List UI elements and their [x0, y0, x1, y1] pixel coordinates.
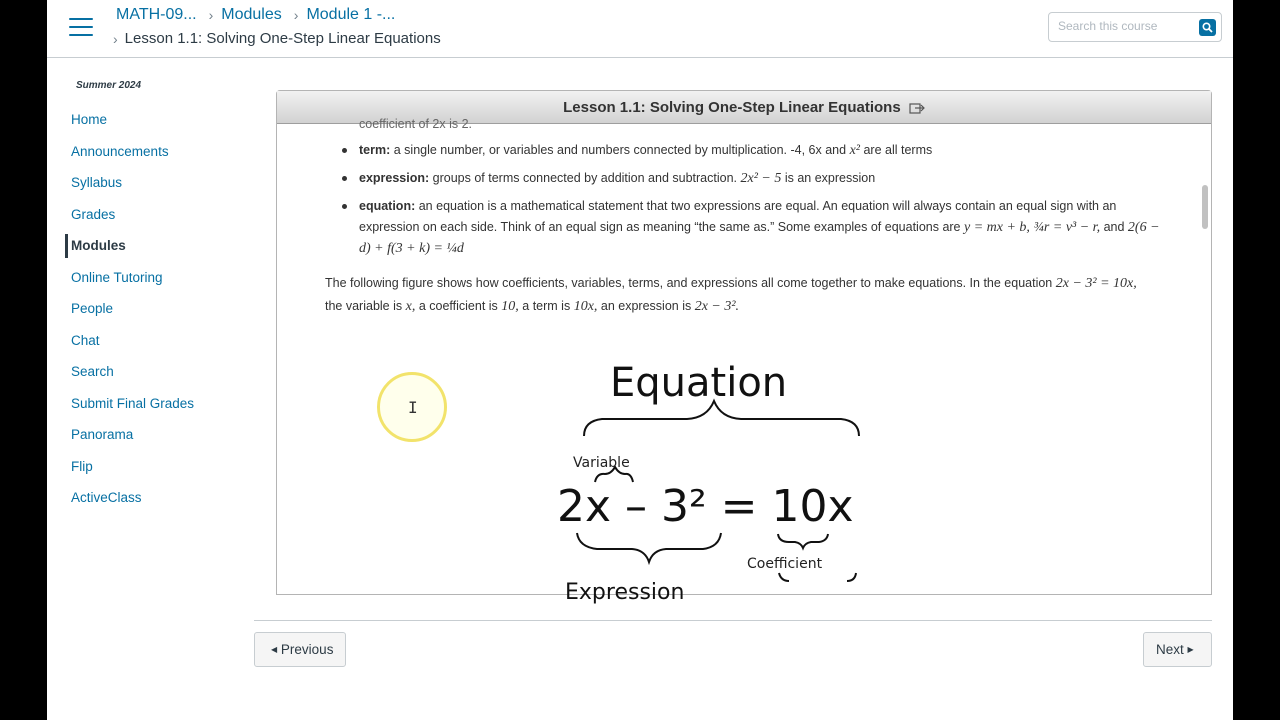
course-nav [65, 104, 194, 514]
math-expression: y = mx + b, [964, 220, 1030, 235]
figure-expression-label: Expression [565, 580, 685, 605]
definition-text: are all terms [863, 143, 933, 157]
nav-item-grades[interactable]: Grades [71, 206, 116, 222]
chevron-right-icon: › [293, 7, 299, 23]
nav-item-chat[interactable]: Chat [71, 332, 100, 348]
next-label: Next [1156, 642, 1184, 657]
math-expression: 10x, [573, 299, 598, 314]
caret-right-icon: ▶ [1187, 645, 1194, 654]
nav-item-search[interactable]: Search [71, 364, 114, 379]
nav-item-submit-final-grades[interactable]: Submit Final Grades [71, 395, 195, 411]
search-button[interactable] [1199, 19, 1216, 36]
definition-text: and [1103, 220, 1125, 234]
paragraph-text: an expression is [600, 299, 692, 313]
breadcrumb [116, 6, 395, 24]
top-header [47, 0, 1233, 58]
list-item [339, 140, 1169, 161]
figure-equation: 2x – 3² = 10x [557, 481, 854, 532]
text-cursor-icon: I [408, 398, 418, 417]
list-item [339, 196, 1169, 259]
search-icon [1202, 22, 1213, 33]
external-link-icon[interactable] [909, 93, 925, 126]
nav-item-people[interactable]: People [71, 301, 114, 316]
definition-text: a single number, or variables and numbers connected by multiplication. -4, 6x and [393, 143, 847, 157]
definition-text: an equation is a mathematical statement that two expressions are equal. An equation will always contain an equal sign with an expression on each side. Think of an equal sign as meaning “the same as.” Some examples of equations are [359, 199, 1117, 234]
canvas-page [47, 0, 1233, 720]
math-expression: 10, [501, 299, 519, 314]
previous-button[interactable] [254, 632, 346, 667]
math-expression: 2(6 − d) + f(3 + k) = ¼d [359, 220, 1160, 256]
definition-term: term: [359, 143, 391, 157]
definition-text: groups of terms connected by addition and subtraction. [432, 171, 738, 185]
clipped-text-line: coefficient of 2x is 2. [359, 117, 473, 131]
search-input[interactable] [1058, 19, 1193, 33]
breadcrumb-course[interactable]: MATH-09... [116, 6, 197, 23]
chevron-right-icon: › [113, 30, 118, 47]
paragraph-text: a coefficient is [418, 299, 498, 313]
paragraph-text: a term is [522, 299, 571, 313]
nav-item-announcements[interactable]: Announcements [71, 143, 169, 159]
chevron-right-icon: › [208, 7, 214, 23]
nav-item-online-tutoring[interactable]: Online Tutoring [71, 269, 163, 285]
footer-divider [254, 620, 1212, 621]
paragraph-text: the variable is [325, 299, 403, 313]
nav-item-activeclass[interactable]: ActiveClass [71, 490, 142, 505]
menu-toggle-icon[interactable] [69, 18, 93, 38]
next-button[interactable] [1143, 632, 1212, 667]
paragraph-text: The following figure shows how coefficients, variables, terms, and expressions all come together to make equations. In the equation [325, 276, 1053, 290]
definition-term: equation: [359, 199, 416, 213]
math-expression: 2x − 3² = 10x, [1055, 276, 1137, 291]
lesson-title: Lesson 1.1: Solving One-Step Linear Equations [563, 99, 901, 116]
explanation-paragraph [325, 272, 1155, 318]
breadcrumb-current-row [113, 30, 441, 47]
math-expression: x² [849, 143, 860, 158]
nav-item-modules[interactable]: Modules [65, 230, 194, 262]
list-item [339, 168, 1169, 189]
math-expression: 2x² − 5 [740, 171, 782, 186]
breadcrumb-module[interactable]: Module 1 -... [306, 6, 396, 23]
equation-figure [557, 343, 877, 603]
breadcrumb-current: Lesson 1.1: Solving One-Step Linear Equations [124, 30, 441, 47]
nav-item-panorama[interactable]: Panorama [71, 427, 134, 442]
definition-list [339, 140, 1169, 266]
definition-text: is an expression [784, 171, 876, 185]
content-frame [276, 90, 1212, 605]
nav-item-home[interactable]: Home [71, 112, 108, 127]
math-expression: 2x − 3². [694, 299, 740, 314]
math-expression: x, [405, 299, 416, 314]
course-nav-sidebar [47, 58, 257, 720]
nav-item-syllabus[interactable]: Syllabus [71, 175, 123, 190]
nav-item-flip[interactable]: Flip [71, 458, 93, 474]
caret-left-icon: ◀ [271, 645, 278, 654]
definition-term: expression: [359, 171, 430, 185]
figure-coefficient-label: Coefficient [747, 556, 823, 572]
content-scrollbar[interactable] [1202, 185, 1208, 229]
lesson-body [277, 117, 1211, 605]
previous-label: Previous [280, 642, 334, 657]
math-expression: ¾r = v³ − r, [1033, 220, 1101, 235]
breadcrumb-modules[interactable]: Modules [221, 6, 282, 23]
course-search [1048, 12, 1222, 42]
term-label: Summer 2024 [76, 80, 142, 91]
figure-variable-label: Variable [573, 455, 630, 471]
figure-title: Equation [610, 360, 788, 406]
